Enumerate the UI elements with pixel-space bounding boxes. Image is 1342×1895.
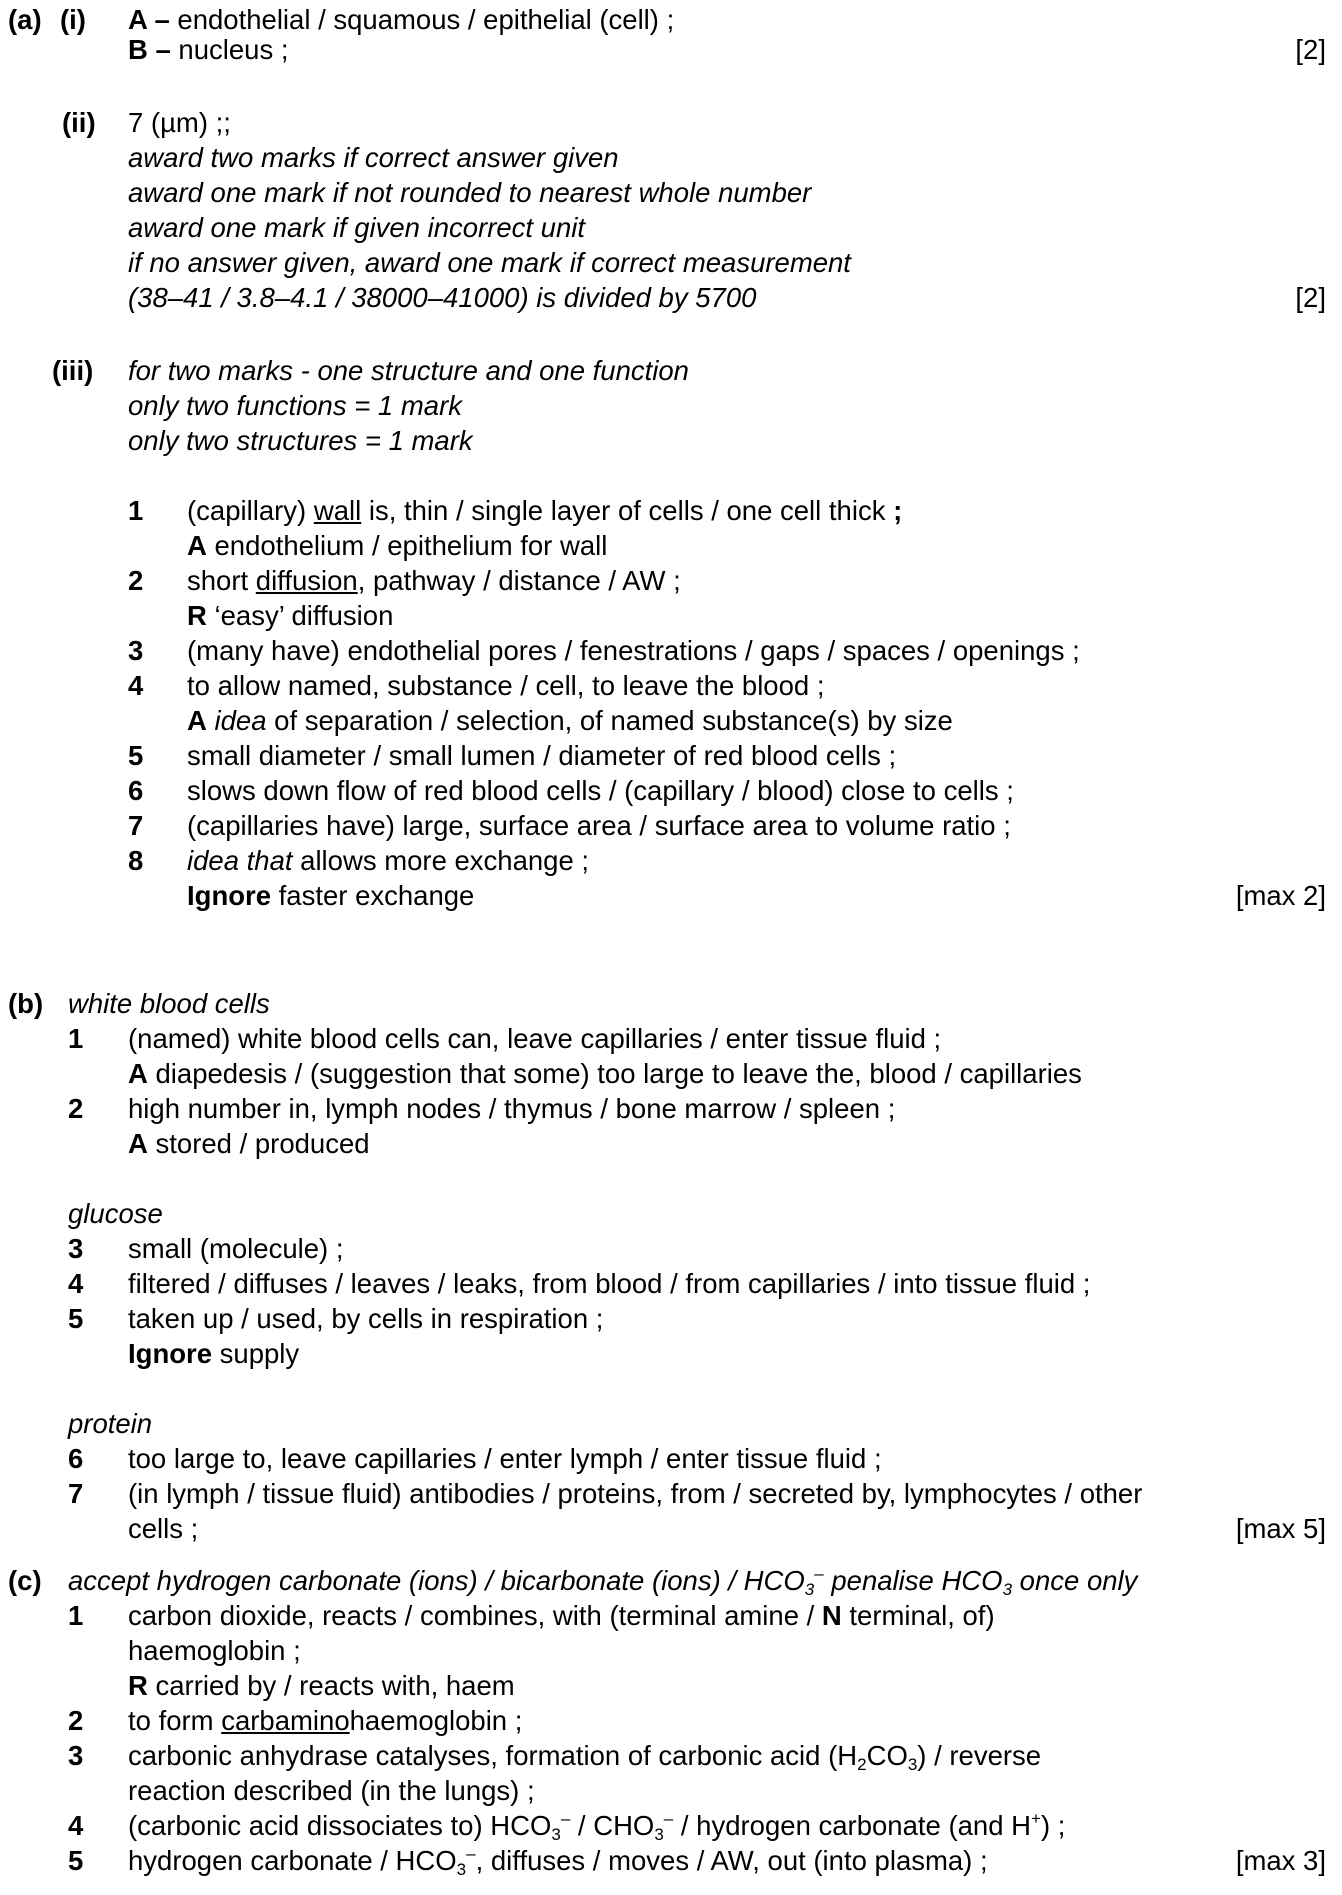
aiii-note: for two marks - one structure and one function: [128, 355, 689, 386]
aiii-point-1: (capillary) wall is, thin / single layer of cells / one cell thick ;: [187, 495, 903, 526]
point-number: 4: [68, 1268, 84, 1299]
point-number: 6: [128, 775, 144, 806]
point-number: 6: [68, 1443, 84, 1474]
aiii-point-8-note: Ignore faster exchange: [187, 880, 475, 911]
aiii-point-2-note: R ‘easy’ diffusion: [187, 600, 394, 631]
point-number: 4: [68, 1810, 84, 1841]
sub-iii-label: (iii): [52, 355, 94, 386]
c-point-4: (carbonic acid dissociates to) $HCO_3^- / CHO_3^-$ / hydrogen carbonate (and H+) ;: [128, 1809, 1066, 1844]
point-number: 2: [128, 565, 144, 596]
point-number: 4: [128, 670, 144, 701]
c-point-1-cont: haemoglobin ;: [128, 1635, 301, 1666]
mark-b: [max 5]: [1235, 1513, 1326, 1544]
mark-c: [max 3]: [1235, 1845, 1326, 1876]
b-heading: white blood cells: [68, 988, 270, 1019]
b-point-1-note: A diapedesis / (suggestion that some) too large to leave the, blood / capillaries: [128, 1058, 1082, 1089]
ai-line-2: B – nucleus ;: [128, 34, 289, 65]
aii-note: if no answer given, award one mark if correct measurement: [128, 247, 851, 278]
mark-aiii: [max 2]: [1235, 880, 1326, 911]
b-point-2: high number in, lymph nodes / thymus / bone marrow / spleen ;: [128, 1093, 896, 1124]
c-point-5: hydrogen carbonate / $HCO_3^-$, diffuses / moves / AW, out (into plasma) ;: [128, 1844, 988, 1879]
c-point-1-note: R carried by / reacts with, haem: [128, 1670, 515, 1701]
c-point-2: to form carbaminohaemoglobin ;: [128, 1705, 523, 1736]
part-a-label: (a): [8, 4, 42, 35]
point-number: 3: [68, 1740, 84, 1771]
aiii-point-3: (many have) endothelial pores / fenestrations / gaps / spaces / openings ;: [187, 635, 1080, 666]
point-number: 5: [68, 1845, 84, 1876]
point-number: 5: [68, 1303, 84, 1334]
part-c-label: (c): [8, 1565, 42, 1596]
point-number: 2: [68, 1705, 84, 1736]
aiii-point-2: short diffusion, pathway / distance / AW ;: [187, 565, 681, 596]
point-number: 2: [68, 1093, 84, 1124]
aiii-note: only two structures = 1 mark: [128, 425, 473, 456]
aiii-point-1-note: A endothelium / epithelium for wall: [187, 530, 608, 561]
mark-aii: [2]: [1295, 282, 1326, 313]
aii-note: award two marks if correct answer given: [128, 142, 619, 173]
aiii-point-6: slows down flow of red blood cells / (capillary / blood) close to cells ;: [187, 775, 1014, 806]
sub-ii-label: (ii): [62, 107, 96, 138]
sub-i-label: (i): [60, 4, 86, 35]
aiii-note: only two functions = 1 mark: [128, 390, 462, 421]
b-point-7: (in lymph / tissue fluid) antibodies / proteins, from / secreted by, lymphocytes / other: [128, 1478, 1143, 1509]
point-number: 3: [128, 635, 144, 666]
ai-line-1: A – endothelial / squamous / epithelial (cell) ;: [128, 4, 675, 35]
b-point-1: (named) white blood cells can, leave capillaries / enter tissue fluid ;: [128, 1023, 942, 1054]
b-heading: protein: [68, 1408, 153, 1439]
aiii-point-8: idea that allows more exchange ;: [187, 845, 590, 876]
b-point-3: small (molecule) ;: [128, 1233, 344, 1264]
b-point-7-cont: cells ;: [128, 1513, 199, 1544]
b-point-4: filtered / diffuses / leaves / leaks, from blood / from capillaries / into tissue fluid ;: [128, 1268, 1091, 1299]
point-number: 1: [68, 1023, 84, 1054]
point-number: 1: [68, 1600, 84, 1631]
point-number: 7: [68, 1478, 84, 1509]
aiii-point-5: small diameter / small lumen / diameter of red blood cells ;: [187, 740, 897, 771]
c-point-1: carbon dioxide, reacts / combines, with (terminal amine / N terminal, of): [128, 1600, 995, 1631]
point-number: 7: [128, 810, 144, 841]
aii-answer: 7 (µm) ;;: [128, 107, 231, 138]
point-number: 3: [68, 1233, 84, 1264]
part-b-label: (b): [8, 988, 44, 1019]
b-point-5: taken up / used, by cells in respiration ;: [128, 1303, 604, 1334]
b-heading: glucose: [68, 1198, 163, 1229]
b-point-6: too large to, leave capillaries / enter lymph / enter tissue fluid ;: [128, 1443, 882, 1474]
aiii-point-4-note: A idea of separation / selection, of named substance(s) by size: [187, 705, 953, 736]
aii-note: award one mark if given incorrect unit: [128, 212, 586, 243]
aii-note: (38–41 / 3.8–4.1 / 38000–41000) is divided by 5700: [128, 282, 757, 313]
point-number: 1: [128, 495, 144, 526]
c-point-3: carbonic anhydrase catalyses, formation of carbonic acid $(H_2CO_3)$ / reverse: [128, 1740, 1042, 1774]
point-number: 5: [128, 740, 144, 771]
b-point-2-note: A stored / produced: [128, 1128, 370, 1159]
mark-ai: [2]: [1295, 34, 1326, 65]
aiii-point-4: to allow named, substance / cell, to leave the blood ;: [187, 670, 825, 701]
aiii-point-7: (capillaries have) large, surface area / surface area to volume ratio ;: [187, 810, 1011, 841]
aii-note: award one mark if not rounded to nearest whole number: [128, 177, 812, 208]
b-point-5-note: Ignore supply: [128, 1338, 300, 1369]
c-point-3-cont: reaction described (in the lungs) ;: [128, 1775, 535, 1806]
c-intro: accept hydrogen carbonate (ions) / bicarbonate (ions) / $HCO_3^-$ penalise $HCO_3$ once only: [68, 1564, 1138, 1599]
point-number: 8: [128, 845, 144, 876]
